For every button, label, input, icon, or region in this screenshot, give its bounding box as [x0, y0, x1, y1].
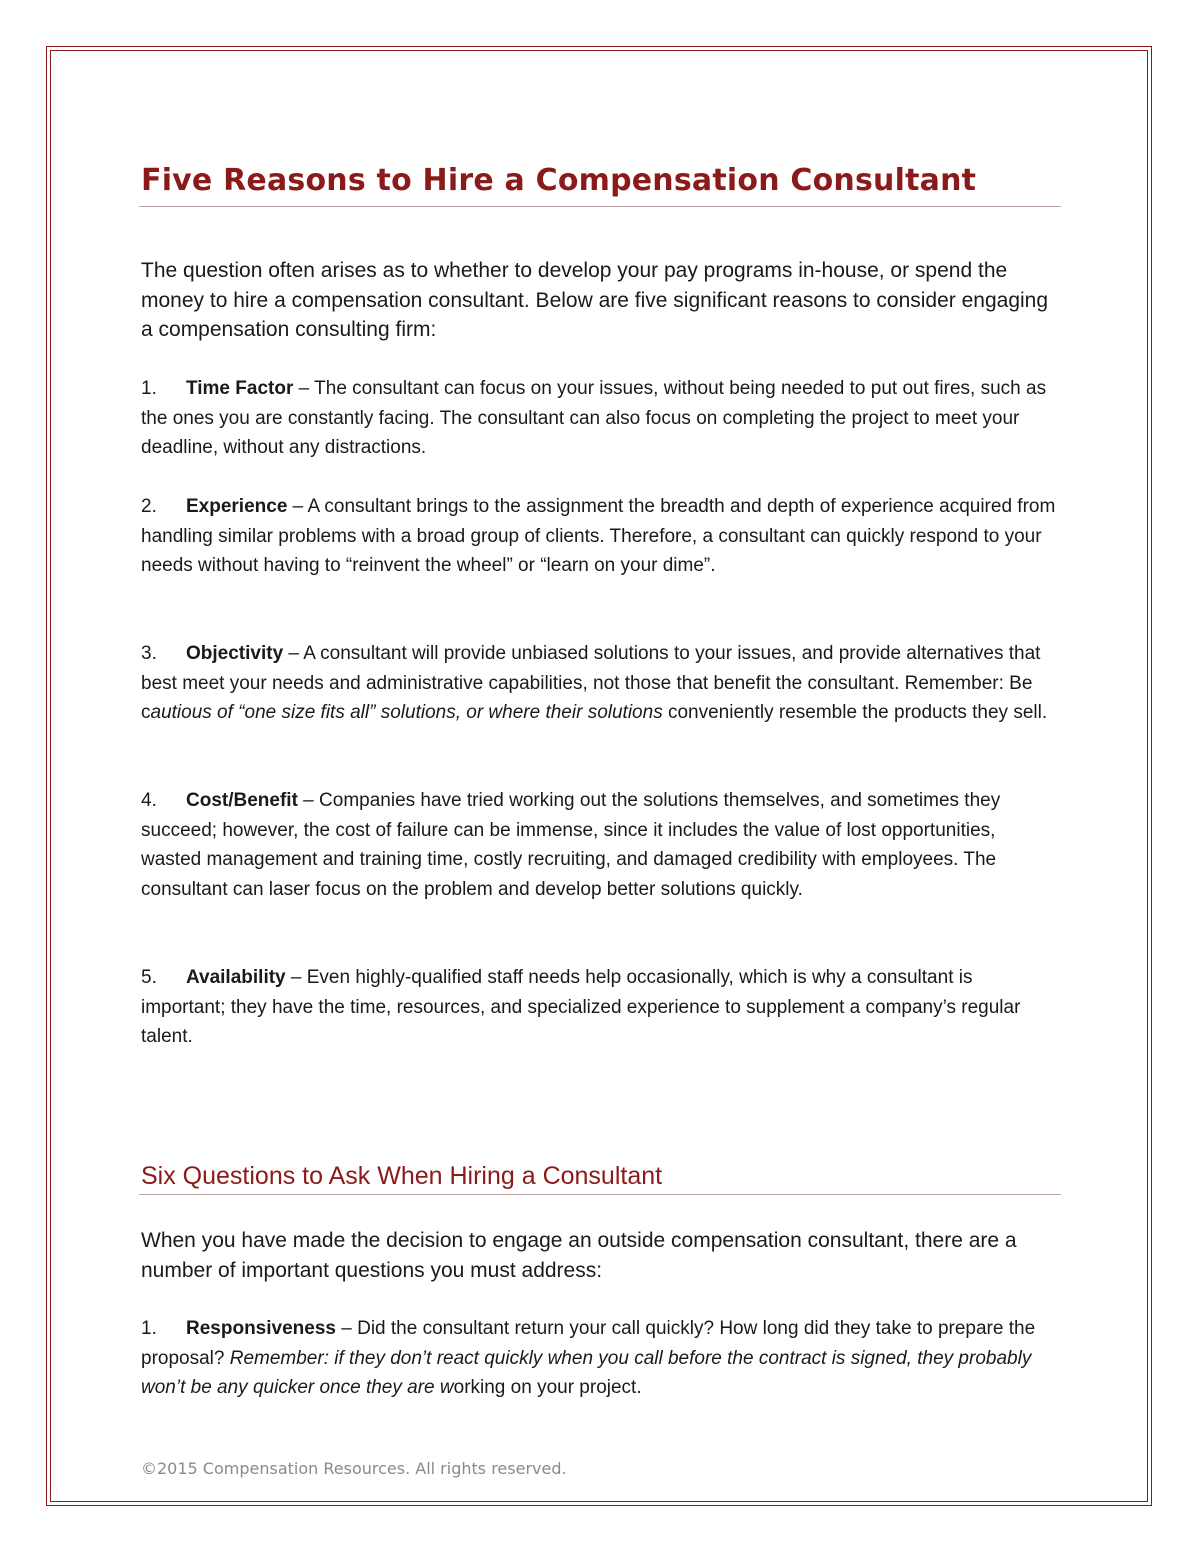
question-term: Responsiveness: [186, 1318, 336, 1339]
reason-text: – A consultant will provide unbiased solutions to your issues, and provide alternatives that best meet your needs and administrative capabilities, not those that benefit the consultant. Remember: Be c: [141, 643, 1041, 723]
question-text-italic: Remember: if they don’t react quickly when you call before the contract is signed, they probably won’t be any quicker once they are w: [141, 1347, 1032, 1398]
reason-item: [141, 786, 1056, 904]
reason-text-italic: autious of “one size fits all” solutions, or where their solutions: [150, 702, 663, 723]
reason-term: Experience: [186, 496, 288, 517]
question-text-after: orking on your project.: [453, 1377, 642, 1398]
reason-term: Cost/Benefit: [186, 790, 298, 811]
copyright-footer: ©2015 Compensation Resources. All rights reserved.: [141, 1459, 567, 1478]
section-intro: When you have made the decision to engage an outside compensation consultant, there are a number of important questions you must address:: [141, 1229, 1017, 1282]
question-item: [141, 1314, 1056, 1403]
reason-item: [141, 374, 1056, 463]
reason-number: 3.: [141, 643, 157, 664]
reason-number: 5.: [141, 967, 157, 988]
section-underline: [139, 1194, 1061, 1195]
reason-text: – A consultant brings to the assignment the breadth and depth of experience acquired from handling similar problems with a broad group of clients. Therefore, a consultant can quickly respond to your needs without having to “reinvent the wheel” or “learn on your dime”.: [141, 496, 1056, 576]
reason-term: Objectivity: [186, 643, 284, 664]
question-text: – Did the consultant return your call quickly? How long did they take to prepare the proposal?: [141, 1318, 1036, 1369]
question-number: 1.: [141, 1318, 157, 1339]
reason-text-after: conveniently resemble the products they sell.: [662, 702, 1048, 723]
reason-text: – Companies have tried working out the solutions themselves, and sometimes they succeed; however, the cost of failure can be immense, since it includes the value of lost opportunities, wasted management and training time, costly recruiting, and damaged credibility with employees. The consultant can laser focus on the problem and develop better solutions quickly.: [141, 790, 1001, 900]
reason-text: – The consultant can focus on your issues, without being needed to put out fires, such as the ones you are constantly facing. The consultant can also focus on completing the project to meet your deadline, without any distractions.: [141, 378, 1047, 458]
title-underline: [139, 206, 1061, 207]
reason-number: 1.: [141, 378, 157, 399]
reason-number: 2.: [141, 496, 157, 517]
reason-item: [141, 639, 1056, 728]
reason-text: – Even highly-qualified staff needs help occasionally, which is why a consultant is important; they have the time, resources, and specialized experience to supplement a company’s regular talent.: [141, 967, 1021, 1047]
reason-item: [141, 492, 1056, 581]
reason-item: [141, 963, 1056, 1052]
intro-paragraph: The question often arises as to whether to develop your pay programs in-house, or spend the money to hire a compensation consultant. Below are five significant reasons to consider engaging a compensation consulting firm:: [141, 259, 1049, 341]
reason-number: 4.: [141, 790, 157, 811]
reason-term: Time Factor: [186, 378, 294, 399]
section-heading: Six Questions to Ask When Hiring a Consultant: [141, 1162, 663, 1190]
page-title: Five Reasons to Hire a Compensation Consultant: [141, 163, 977, 198]
reason-term: Availability: [186, 967, 286, 988]
